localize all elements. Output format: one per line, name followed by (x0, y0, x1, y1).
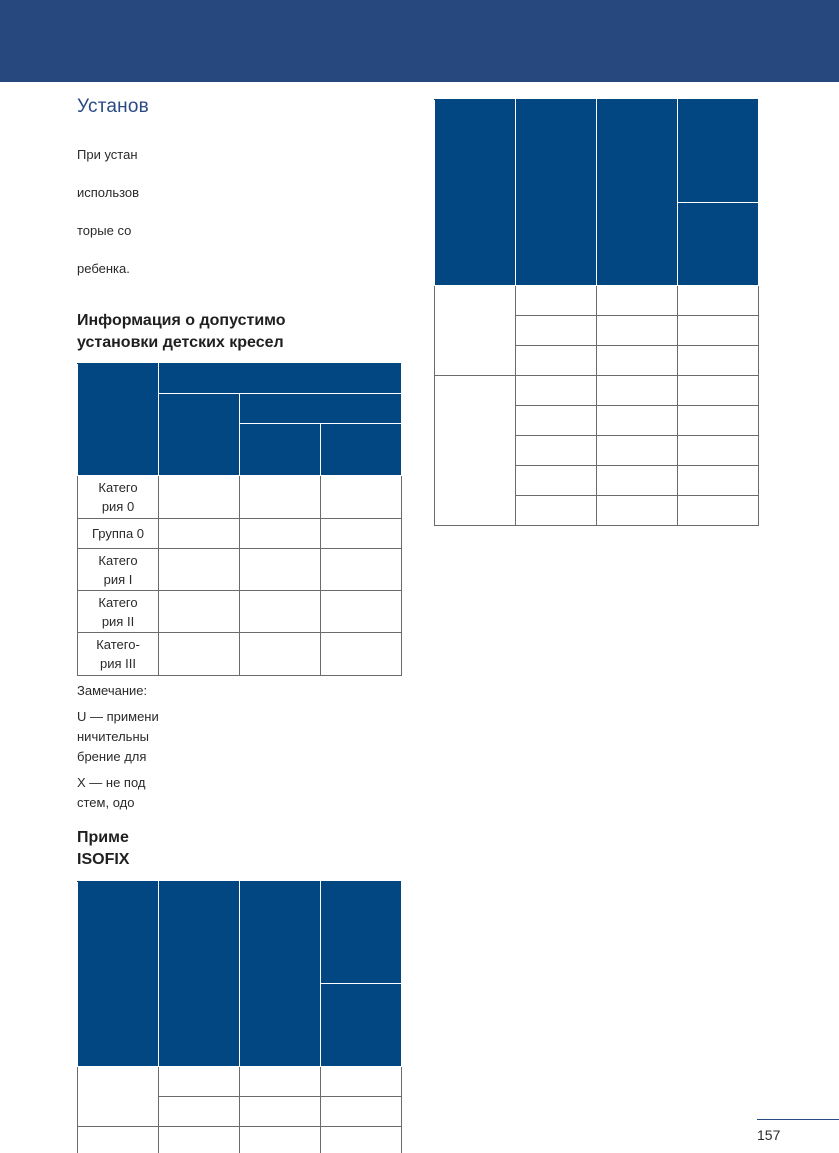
table-row (78, 1067, 402, 1097)
table-cell (159, 519, 240, 549)
note-x (77, 773, 401, 813)
table-cell (516, 406, 597, 436)
row-label (78, 1067, 159, 1127)
table-cell (516, 286, 597, 316)
table-header-cell (321, 424, 402, 476)
table-cell (597, 466, 678, 496)
info-heading-line: установки детских кресел (77, 334, 284, 351)
table-cell (516, 436, 597, 466)
table-cell (159, 1067, 240, 1097)
table-header-cell (78, 882, 159, 1067)
note-x-line: стем, одо (77, 795, 135, 810)
table-cell (321, 1097, 402, 1127)
table-cell (321, 591, 402, 633)
table-cell (678, 376, 759, 406)
table-cell (516, 496, 597, 526)
table-cell (159, 476, 240, 519)
table-cell (597, 436, 678, 466)
table-header-cell (240, 424, 321, 476)
table-cell (597, 286, 678, 316)
table-row (435, 376, 759, 406)
table-cell (240, 549, 321, 591)
row-label (78, 1127, 159, 1153)
isofix-heading-line: ISOFIX (77, 851, 130, 868)
table-cell (678, 496, 759, 526)
info-heading (77, 310, 401, 354)
table-row (78, 549, 402, 591)
table-header-cell (678, 100, 759, 203)
note-u-line: брение для (77, 749, 147, 764)
table-cell (321, 1127, 402, 1153)
row-label: Катего рия 0 (78, 476, 159, 519)
table-cell (240, 1067, 321, 1097)
table-cell (321, 549, 402, 591)
table-header-cell (240, 394, 402, 424)
table-row (78, 591, 402, 633)
intro-line: использов (77, 185, 140, 200)
table-cell (240, 476, 321, 519)
table-cell (159, 633, 240, 676)
table-cell (678, 346, 759, 376)
table-header-cell (678, 203, 759, 286)
table-cell (321, 519, 402, 549)
note-title: Замечание: (77, 683, 148, 698)
table-cell (597, 316, 678, 346)
header-band (0, 0, 839, 82)
table-header-cell (159, 882, 240, 1067)
row-label (435, 286, 516, 376)
table-row (78, 1127, 402, 1153)
table-cell (159, 1127, 240, 1153)
table-cell (321, 1067, 402, 1097)
table-cell (240, 633, 321, 676)
table-cell (597, 346, 678, 376)
table-header-cell (78, 364, 159, 476)
table-cell (321, 633, 402, 676)
table-cell (516, 346, 597, 376)
note-u-line: U — примени (77, 709, 159, 724)
note-x-line: X — не под (77, 775, 146, 790)
table-row (435, 286, 759, 316)
table-cell (597, 496, 678, 526)
table-cell (240, 591, 321, 633)
table-cell (678, 406, 759, 436)
table-row (78, 476, 402, 519)
table-header-cell (159, 364, 402, 394)
table-cell (678, 316, 759, 346)
footer-rule (757, 1119, 839, 1120)
table-cell (159, 1097, 240, 1127)
table-cell (321, 476, 402, 519)
row-label: Катего рия II (78, 591, 159, 633)
table-cell (240, 1097, 321, 1127)
table-header-cell (159, 394, 240, 476)
row-label: Катего- рия III (78, 633, 159, 676)
table-header-cell (240, 882, 321, 1067)
isofix-heading (77, 827, 401, 871)
section-title: Установ (77, 96, 149, 117)
info-heading-line: Информация о допустимо (77, 312, 286, 329)
table-cell (240, 519, 321, 549)
table-header-cell (321, 882, 402, 984)
table-header-cell (597, 100, 678, 286)
left-column (77, 95, 401, 1153)
table-cell (678, 436, 759, 466)
table-cell (597, 376, 678, 406)
intro-line: ребенка. (77, 261, 130, 276)
table-row (78, 519, 402, 549)
table-cell (678, 466, 759, 496)
right-column (434, 99, 758, 526)
isofix-heading-line: Приме (77, 829, 129, 846)
intro-line: При устан (77, 147, 138, 162)
row-label: Группа 0 (78, 519, 159, 549)
table-cell (516, 466, 597, 496)
table-row (78, 633, 402, 676)
table-cell (516, 376, 597, 406)
note-u-line: ничительны (77, 729, 149, 744)
table-cell (159, 549, 240, 591)
table-cell (597, 406, 678, 436)
page-number: 157 (757, 1127, 781, 1143)
seat-compatibility-table (77, 363, 402, 676)
row-label (435, 376, 516, 526)
isofix-table-continued (434, 99, 759, 526)
table-header-cell (435, 100, 516, 286)
table-header-cell (516, 100, 597, 286)
isofix-table (77, 881, 402, 1153)
table-cell (240, 1127, 321, 1153)
table-header-cell (321, 984, 402, 1067)
table-cell (678, 286, 759, 316)
intro-line: торые со (77, 223, 132, 238)
intro-paragraph (77, 126, 401, 297)
note-u (77, 707, 401, 767)
table-cell (159, 591, 240, 633)
table-cell (516, 316, 597, 346)
row-label: Катего рия I (78, 549, 159, 591)
